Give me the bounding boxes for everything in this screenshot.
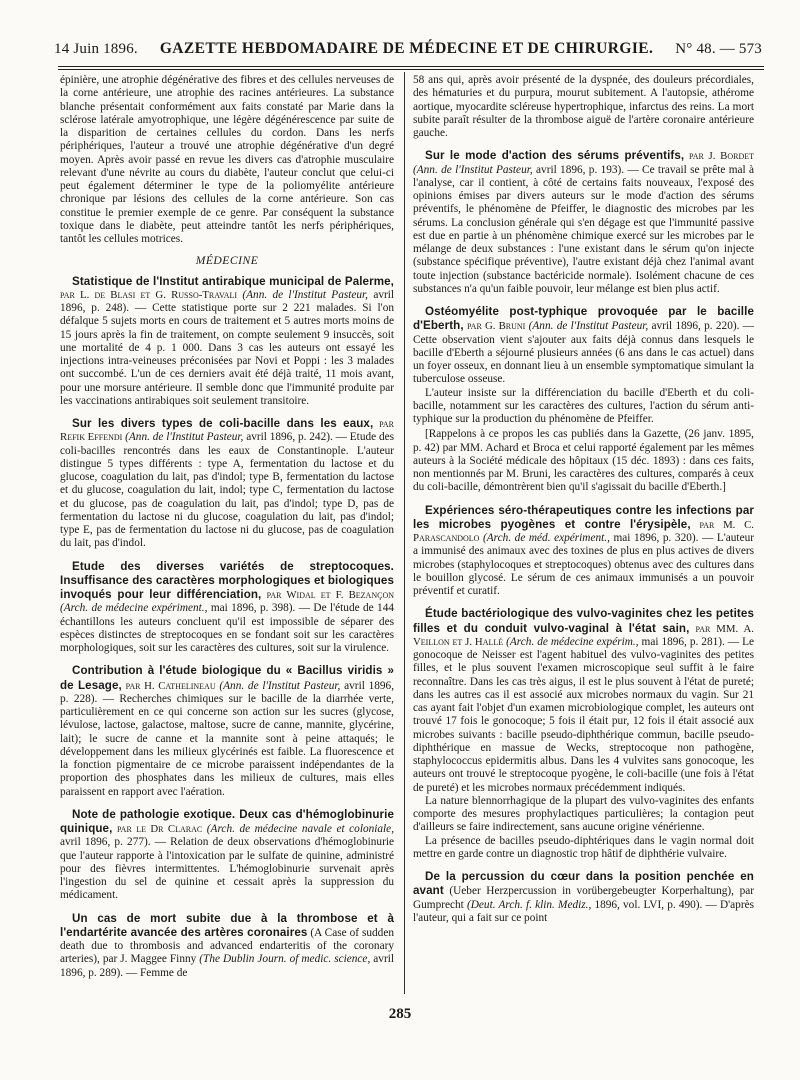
section-heading: MÉDECINE xyxy=(195,254,259,268)
header-rule-bottom xyxy=(58,69,764,70)
article-subtitle: (A Case of sudden death due to thrombosis and advanced endarteritis of the coronary arteries), par J. Maggee Finny xyxy=(60,926,394,966)
article-authors: par Widal et F. Bezançon xyxy=(266,589,394,601)
right-column xyxy=(413,74,754,925)
article-title: Note de pathologie exotique. Deux cas d'hémoglobinurie quinique, xyxy=(60,807,394,835)
article-body: 1896, vol. LVI, p. 490). — D'après l'auteur, qui a fait sur ce point xyxy=(413,898,754,924)
article-authors: par J. Bordet xyxy=(689,150,754,163)
article-body: avril 1896, p. 193). — Ce travail se prête mal à l'analyse, car il contient, à côté de certains faits nouveaux, l'exposé des opinions émises par divers auteurs sur le mode d'action des sérums préventifs, le phénomène de Pfeiffer, le diagnostic des microbes par les sérums. La conclusion générale qui s'en dégage est que l'immunité passive est due en partie à un phénomène chimique exercé sur les microbes par le mélange de deux substances : l'une existant dans le sérum qu'on injecte (substance spécifique préventive), l'autre existant déjà chez l'animal avant toute injection (substance bactéricide normale). Isolément chacune de ces substances n'a qu'un faible pouvoir, leur mélange est bien plus actif. xyxy=(413,163,755,295)
article-title: Sur le mode d'action des sérums préventifs, xyxy=(425,149,685,163)
article-title: Statistique de l'Institut antirabique municipal de Palerme, xyxy=(72,274,394,288)
article-percussion-coeur xyxy=(413,870,754,925)
article-source: (Ann. de l'Institut Pasteur, xyxy=(125,431,244,444)
article-authors: par L. de Blasi et G. Russo-Travali xyxy=(60,288,238,301)
article-osteomyelite xyxy=(413,305,754,387)
article-authors: par Refik Effendi xyxy=(60,418,394,444)
article-authors: par M. C. Parascandolo xyxy=(413,518,754,544)
issue-number: N° 48. — 573 xyxy=(675,41,762,57)
article-authors: par MM. A. Veillon et J. Hallé xyxy=(413,622,754,648)
article-authors: par G. Bruni xyxy=(466,320,526,333)
journal-title: GAZETTE HEBDOMADAIRE DE MÉDECINE ET DE CHIRURGIE. xyxy=(159,40,654,57)
column-divider xyxy=(404,72,405,994)
article-coli-bacille xyxy=(60,417,394,551)
article-body: avril 1896, p. 228). — Recherches chimiques sur le bacille de la diarrhée verte, particulièrement en ce qui concerne son action sur les sucres (glycose, lévulose, lactose, galactose, maltose, sucre de canne, mannite, glycérine, lait); le sucre de canne et la mannite sont à peine attaqués; le développement dans les milieux glycérinés est faible. La fluorescence et la fonction pigmentaire de ce microbe paraissent indépendantes de la proportion des phosphates dans les milieux de cultures, mais elles paraissent en rapport avec l'aération. xyxy=(60,679,395,798)
article-body: mai 1896, p. 320). — L'auteur a immunisé des animaux avec des toxines de plus en plus actives de divers microbes (staphylocoques et streptocoques) obtenus avec des cultures dans le bouillon glycosé. Le sérum de ces animaux immunisés a un pouvoir préventif et curatif. xyxy=(413,532,754,597)
article-bacillus-viridis xyxy=(60,664,394,799)
article-body: avril 1896, p. 277). — Relation de deux observations d'hémoglobinurie que l'auteur rapporte à l'intoxication par le sulfate de quinine, administré pour des fièvres intermittentes. L'hémoglobinurie survenait après l'ingestion du sel de quinine et cessait après la suppression du médicament. xyxy=(60,836,394,902)
article-source: (Ann. de l'Institut Pasteur, xyxy=(219,679,341,692)
left-column xyxy=(60,74,394,980)
article-vulvo-vaginites xyxy=(413,607,754,795)
continued-paragraph: 58 ans qui, après avoir présenté de la dyspnée, des douleurs précordiales, des hématuries et du purpura, mourut subitement. A l'autopsie, athérome aortique, myocardite scléreuse hypertrophique, infarctus des reins. La mort subite paraît résulter de la thrombose aiguë de l'artère coronaire antérieure gauche. xyxy=(413,74,754,139)
article-body: avril 1896, p. 289). — Femme de xyxy=(60,953,394,979)
article-title: Etude des diverses variétés de streptocoques. Insuffisance des caractères morphologiques et biologiques invoqués pour leur différenciation, xyxy=(60,559,394,601)
article-hemoglobinurie xyxy=(60,808,394,903)
article-body: avril 1896, p. 242). — Etude des coli-bacilles rencontrés dans les eaux de Constantinople. L'auteur distingue 5 types différents : type A, fermentation du lactose et du glucose, coagulation du lait, pas d'indol; type B, fermentation du lactose et du glucose, coagulation du lait, indol; type C, fermentation du lactose et du glucose, pas de coagulation du lait, pas d'indol; type D, pas de fermentation du lactose ni du glucose, coagulation du lait, pas d'indol; type E, pas de fermentation du lactose ni du glucose, pas de coagulation du lait, pas d'indol. xyxy=(60,431,395,550)
article-source: (Ann. de l'Institut Pasteur, xyxy=(528,320,649,333)
article-authors: par le Dr Clarac xyxy=(116,823,203,835)
article-paragraph: La présence de bacilles pseudo-diphtériques dans le vagin normal doit mettre en garde contre un diagnostic trop hâtif de diphthérie vulvaire. xyxy=(413,834,754,860)
article-source: (Deut. Arch. f. klin. Mediz., xyxy=(466,898,592,911)
article-body: mai 1896, p. 281). — Le gonocoque de Neisser est l'agent habituel des vulvo-vaginites des petites filles, et le plus souvent l'examen microscopique seul suffit à le faire reconnaître. Dans les cas très aigus, il est le plus souvent à l'état de pureté; dans les autres cas il est associé aux microbes normaux du vagin. Sur 21 cas ayant fait l'objet d'un examen microbiologique complet, les auteurs ont trouvé 17 fois le gonocoque; 5 fois il était pur, 12 fois il était associé aux microbes suivants : bacille pseudo-diphthérique commun, bacille pseudo-diphthérique en massue de Wecks, streptocoque non pathogène, staphylococcus epidermitis albus. Dans les 4 vulvites sans gonocoque, les auteurs ont trouvé le streptocoque pyogène, le coli-bacille (une fois à l'état de pureté) et les microbes normaux précédemment indiqués. xyxy=(413,635,754,794)
article-body: avril 1896, p. 220). — Cette observation vient s'ajouter aux faits déjà connus dans lesquels le bacille d'Eberth a séjourné plusieurs années (6 ans dans le cas actuel) dans un foyer osseux, en donnant lieu à un ensemble symptomatique simulant la tuberculose osseuse. xyxy=(413,320,755,386)
continued-paragraph: épinière, une atrophie dégénérative des fibres et des cellules nerveuses de la corne antérieure, une atrophie des racines antérieures. La substance blanche présentait conformément aux faits constaté par Marie dans la sclérose latérale amyotrophique, une légère dégénérescence par suite de la disparition de certaines cellules du cordon. Dans les nerfs périphériques, l'auteur a trouvé une atrophie dégénérative d'un degré moyen. Après avoir passé en revue les divers cas d'atrophie musculaire relevant d'une névrite au cours du diabète, l'auteur conclut que celui-ci peut également déterminer le type de la poliomyélite antérieure chronique par lésions des cellules de la corne antérieure. Son cas constitue le premier exemple de ce genre. Par conséquent la substance toxique dans le diabète, peut atteindre tantôt les nerfs périphériques, tantôt les cellules motrices. xyxy=(60,74,394,245)
article-title: Contribution à l'étude biologique du « Bacillus viridis » de Lesage, xyxy=(60,664,394,692)
article-subtitle: (Ueber Herzpercussion in vorübergebeugter Korperhaltung), par Gumprecht xyxy=(413,885,754,911)
article-title: Expériences séro-thérapeutiques contre les infections par les microbes pyogènes et contre l'érysipèle, xyxy=(413,503,754,531)
article-serums-preventifs xyxy=(413,149,754,296)
article-paragraph: L'auteur insiste sur la différenciation du bacille d'Eberth et du coli-bacille, notamment sur les caractères des cultures, l'action du sérum anti-typhique sur la production du phénomène de Pfeiffer. xyxy=(413,386,754,425)
article-source: (Arch. de médecine navale et coloniale, xyxy=(206,823,395,835)
article-title: Sur les divers types de coli-bacille dans les eaux, xyxy=(72,417,374,430)
article-source: (Arch. de médecine expériment., xyxy=(60,602,208,615)
article-source: (Arch. de médecine expérim., xyxy=(506,635,639,648)
article-source: (Arch. de méd. expériment., xyxy=(483,532,610,544)
article-title: Ostéomyélite post-typhique provoquée par le bacille d'Eberth, xyxy=(413,305,754,333)
article-source: (Ann. de l'Institut Pasteur, xyxy=(242,288,369,301)
article-body: mai 1896, p. 398). — De l'étude de 144 échantillons les auteurs concluent qu'il est impossible de séparer des espèces distinctes de streptocoques en se fondant soit sur les caractères morphologiques, soit sur les caractères des cultures, soit sur la virulence. xyxy=(60,602,394,654)
article-source: (The Dublin Journ. of medic. science, xyxy=(199,953,371,966)
article-authors: par H. Cathelineau xyxy=(125,679,216,692)
article-title: Un cas de mort subite due à la thrombose et à l'endartérite avancée des artères coronaires xyxy=(60,911,394,939)
article-body: avril 1896, p. 248). — Cette statistique porte sur 2 221 malades. Si l'on défalque 5 sujets morts en cours de traitement et 5 autres morts moins de 15 jours après la fin de traitement, on compte seulement 9 insuccès, soit une mortalité de 4 p. 1 000. Dans 3 cas les auteurs ont essayé les injections intra-veineuses préconisées par Novi et Poppi : les 3 malades ont succombé. L'un de ces derniers avait été déjà traité, 11 mois avant, pour une morsure antérieure. Il semble donc que l'immunité produite par les vaccinations antirabiques soit seulement transitoire. xyxy=(60,288,395,407)
issue-date: 14 Juin 1896. xyxy=(54,41,138,57)
article-sero-therapeutiques xyxy=(413,504,754,599)
article-paragraph: La nature blennorrhagique de la plupart des vulvo-vaginites des enfants comporte des mesures prophylactiques particulières; la contagion peut d'ailleurs se faire indirectement, sans aucune origine vénérienne. xyxy=(413,794,754,834)
page-number: 285 xyxy=(388,1006,412,1022)
article-title: De la percussion du cœur dans la position penchée en avant xyxy=(413,870,754,898)
article-streptocoques xyxy=(60,560,394,656)
header-rule-top xyxy=(58,66,764,67)
article-mort-subite xyxy=(60,912,394,980)
article-source: (Ann. de l'Institut Pasteur, xyxy=(413,163,533,176)
article-palerme xyxy=(60,275,394,409)
article-title: Étude bactériologique des vulvo-vaginites chez les petites filles et du conduit vulvo-vaginal à l'état sain, xyxy=(413,607,754,635)
running-header xyxy=(54,40,762,64)
editorial-note: [Rappelons à ce propos les cas publiés dans la Gazette, (26 janv. 1895, p. 42) par MM. Achard et Broca et celui rapporté également par les mêmes auteurs à la Société médicale des hôpitaux (15 déc. 1893) : dans ces faits, non mentionnés par M. Bruni, les caractères des cultures, comparés à ceux du coli-bacille, démontrèrent bien qu'il s'agissait du bacille d'Eberth.] xyxy=(413,428,754,494)
